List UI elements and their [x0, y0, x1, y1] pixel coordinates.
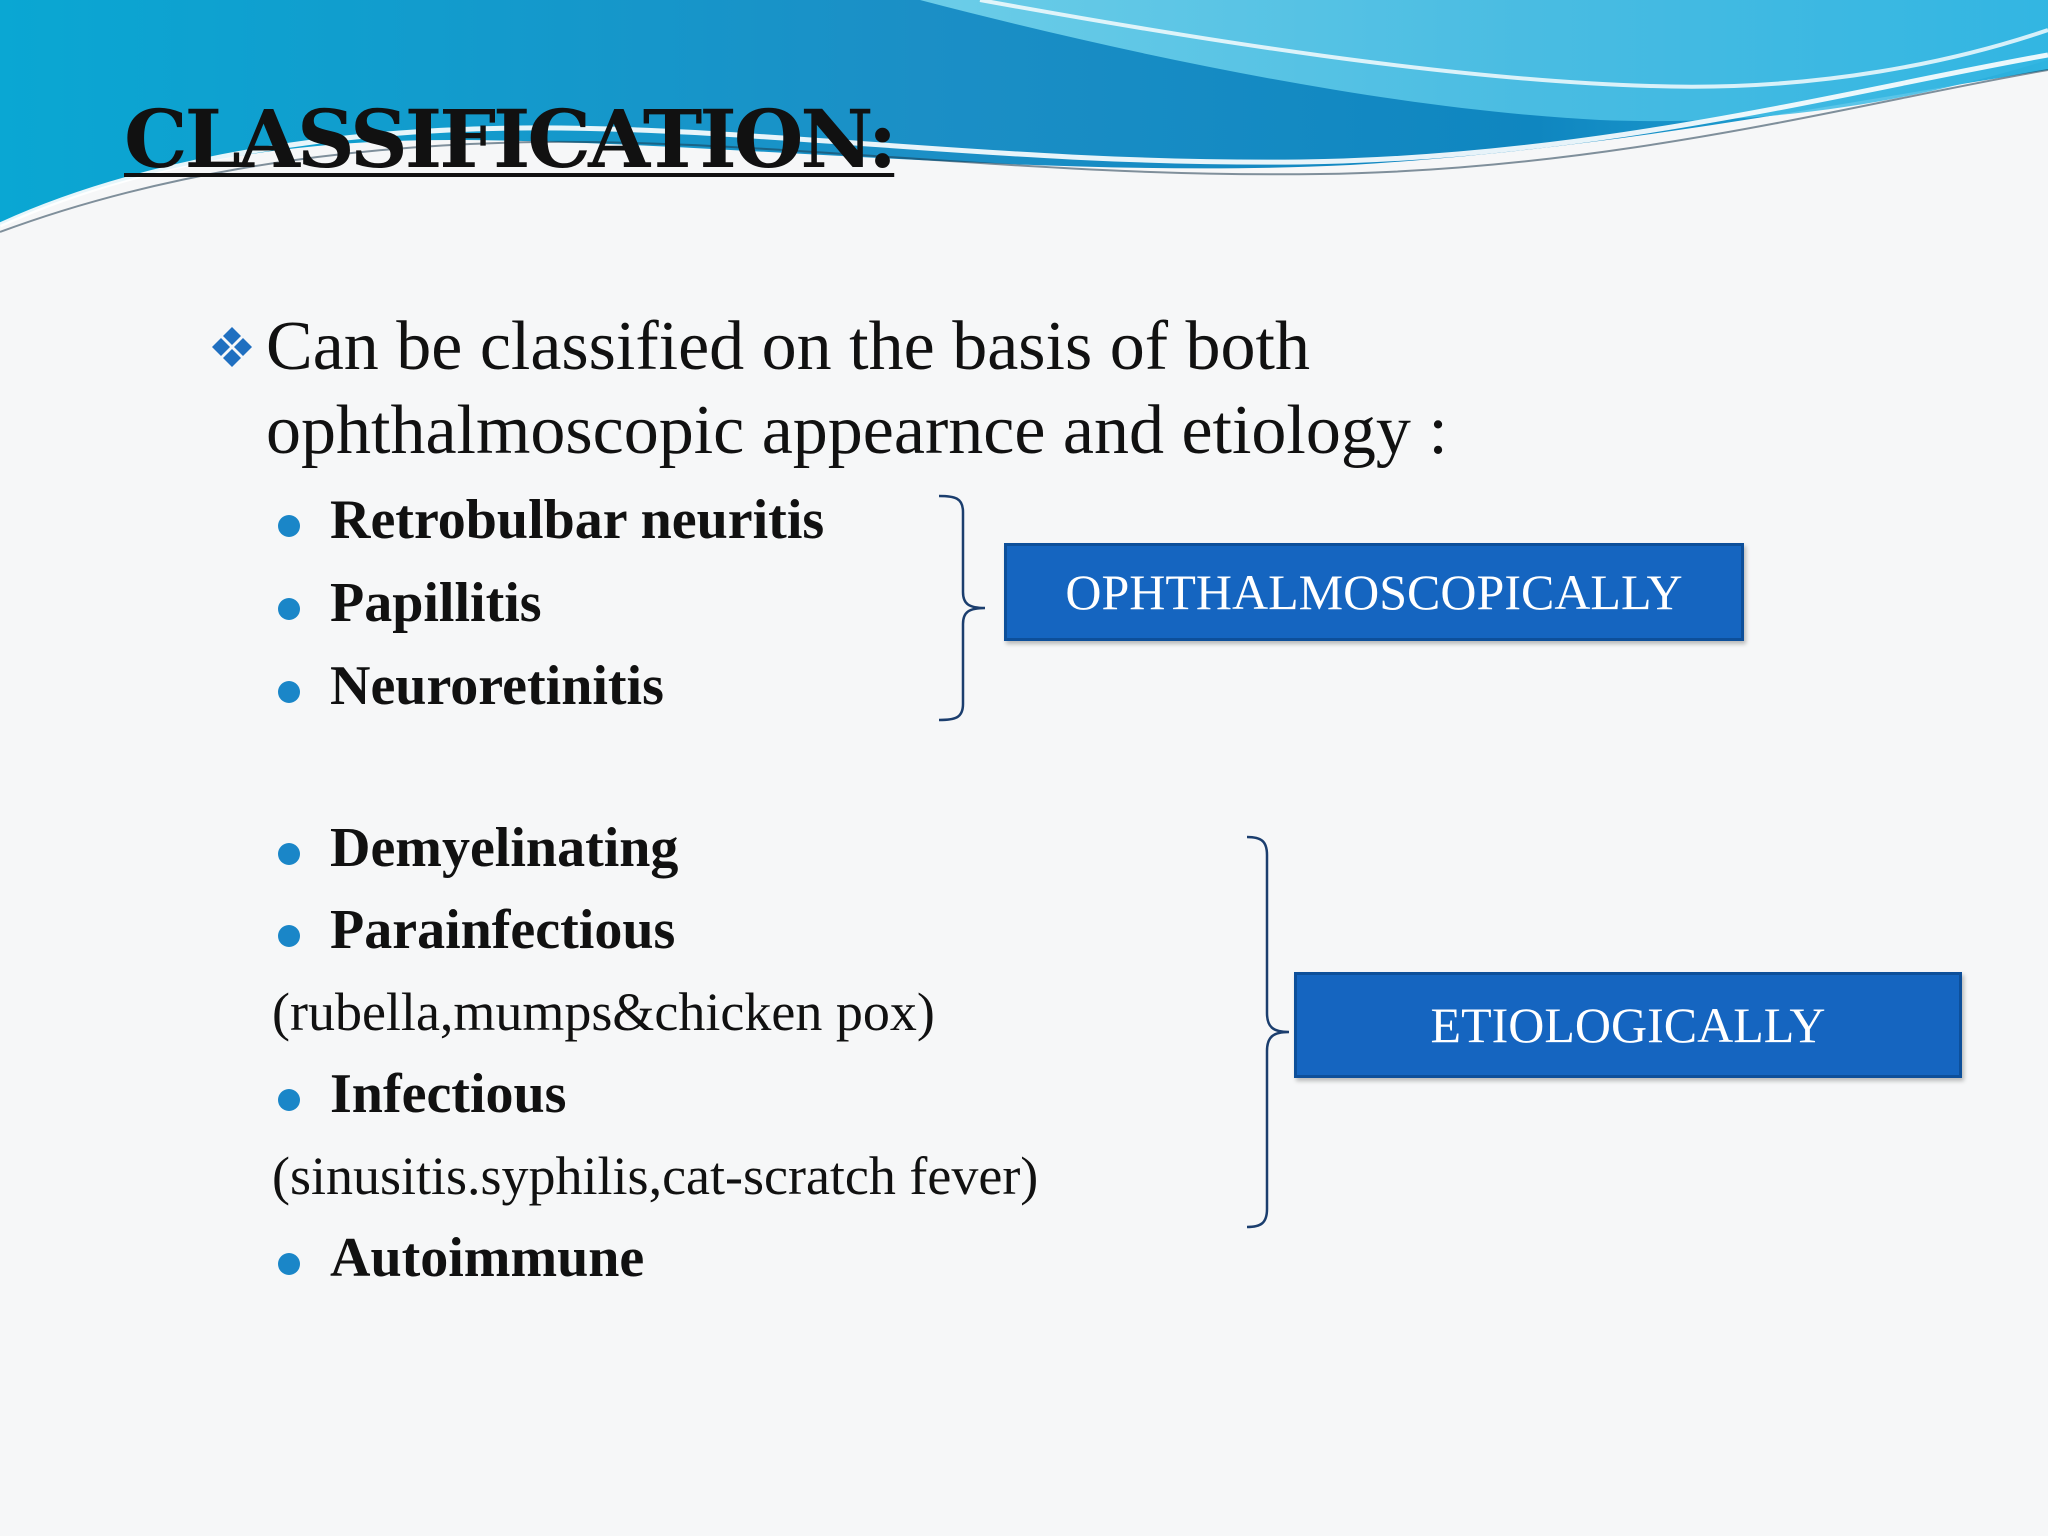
item-label: Retrobulbar neuritis — [330, 489, 825, 551]
bullet-dot-icon — [278, 598, 300, 620]
category-box-etiologically: ETIOLOGICALLY — [1294, 972, 1962, 1078]
item-label: Parainfectious — [330, 899, 676, 961]
item-label: Demyelinating — [330, 817, 679, 879]
bullet-dot-icon — [278, 1253, 300, 1275]
bullet-dot-icon — [278, 1089, 300, 1111]
item-label: Autoimmune — [330, 1227, 645, 1289]
item-label: Infectious — [330, 1063, 567, 1125]
slide-title: CLASSIFICATION: — [124, 92, 895, 186]
parainfectious-examples: (rubella,mumps&chicken pox) — [272, 982, 935, 1042]
bullet-dot-icon — [278, 925, 300, 947]
bullet-dot-icon — [278, 515, 300, 537]
diamond-bullet-icon — [210, 325, 254, 369]
item-label: Neuroretinitis — [330, 655, 664, 717]
intro-text-line-2: ophthalmoscopic appearnce and etiology : — [266, 392, 1448, 469]
infectious-examples: (sinusitis.syphilis,cat-scratch fever) — [272, 1146, 1039, 1206]
bullet-dot-icon — [278, 681, 300, 703]
intro-text-line-1: Can be classified on the basis of both — [266, 308, 1310, 385]
right-curly-brace-icon — [935, 492, 995, 724]
bullet-dot-icon — [278, 843, 300, 865]
item-label: Papillitis — [330, 572, 542, 634]
category-box-ophthalmoscopically: OPHTHALMOSCOPICALLY — [1004, 543, 1744, 641]
